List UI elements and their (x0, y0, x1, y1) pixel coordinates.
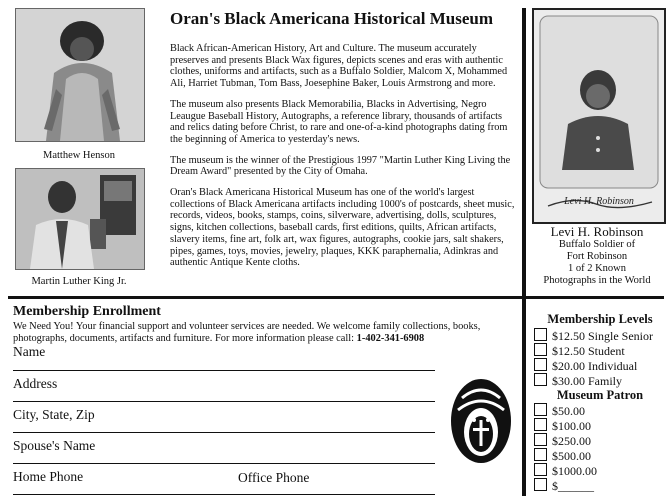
museum-patron (534, 388, 666, 493)
mask-icon (448, 376, 514, 466)
checkbox[interactable] (534, 433, 547, 446)
level-option-student[interactable] (534, 343, 666, 358)
membership-phone: 1-402-341-6908 (356, 333, 425, 344)
level-label: $20.00 Individual (552, 359, 638, 373)
matthew-henson-photo (15, 8, 145, 142)
museum-description (170, 43, 515, 269)
martin-luther-king-caption: Martin Luther King Jr. (31, 276, 127, 287)
robinson-caption (527, 224, 667, 287)
level-label: $12.50 Student (552, 344, 625, 358)
office-phone-label: Office Phone (238, 470, 310, 485)
adinkra-mask-emblem (448, 376, 514, 466)
robinson-line-3: Fort Robinson (566, 251, 628, 262)
martin-luther-king-photo (15, 168, 145, 270)
checkbox[interactable] (534, 373, 547, 386)
level-option-individual[interactable] (534, 358, 666, 373)
spouse-name-label: Spouse's Name (13, 438, 96, 453)
phone-input-line[interactable] (13, 494, 435, 495)
robinson-name: Levi H. Robinson (550, 224, 644, 239)
paragraph-collections: Oran's Black Americana Historical Museum has one of the world's largest collections of Black Americana artifacts including 1000's of postcards, sheet music, records, videos, books, stamps, coins, silverware, advertising, dolls, sculptures, signs, kitchen collections, baseball cards, first editions, quilts, African artifacts, slavery items, fine art, folk art, wax figures, autographs, cookie jars, salt shakers, pipes, games, toys, movies, jewelry, plaques, KKK paraphernalia, Adinkras and authentic Antique Kente cloths. (170, 187, 515, 269)
patron-option-250[interactable] (534, 433, 666, 448)
patron-label: $50.00 (552, 404, 585, 418)
checkbox[interactable] (534, 463, 547, 476)
patron-label: $250.00 (552, 434, 591, 448)
checkbox[interactable] (534, 418, 547, 431)
home-phone-label: Home Phone (13, 469, 84, 484)
patron-label: $500.00 (552, 449, 591, 463)
patron-label: $______ (552, 479, 594, 493)
address-input-line[interactable] (13, 401, 435, 402)
name-label: Name (13, 344, 46, 359)
spouse-name-input-line[interactable] (13, 463, 435, 464)
museum-title: Oran's Black Americana Historical Museum (170, 9, 493, 28)
membership-intro (13, 321, 513, 345)
robinson-line-2: Buffalo Soldier of (558, 239, 636, 250)
horizontal-divider (8, 296, 664, 299)
matthew-henson-caption: Matthew Henson (42, 150, 116, 161)
checkbox[interactable] (534, 343, 547, 356)
martin-luther-king-image (16, 169, 144, 269)
patron-option-50[interactable] (534, 403, 666, 418)
levi-robinson-image (534, 10, 664, 222)
patron-option-100[interactable] (534, 418, 666, 433)
museum-patron-heading: Museum Patron (556, 388, 644, 402)
patron-label: $1000.00 (552, 464, 597, 478)
robinson-signature: Levi H. Robinson (564, 196, 634, 207)
patron-option-custom[interactable] (534, 478, 666, 493)
membership-levels (534, 312, 666, 388)
paragraph-history: Black African-American History, Art and Culture. The museum accurately preserves and presents Black Wax figures, depicts scenes and eras with authentic clothes, uniforms and artifacts, such as a Buffalo Soldier, Malcom X, Mohammed Ali, Harriet Tubman, Tom Bass, Joesephine Baker, Louis Armstrong and more. (170, 43, 508, 90)
name-input-line[interactable] (13, 370, 435, 371)
robinson-line-5: Photographs in the World (543, 275, 651, 286)
patron-option-1000[interactable] (534, 463, 666, 478)
paragraph-award: The museum is the winner of the Prestigious 1997 "Martin Luther King Living the Dream Award" presented by the City of Omaha. (170, 154, 511, 178)
level-label: $30.00 Family (552, 374, 623, 388)
patron-label: $100.00 (552, 419, 591, 433)
checkbox[interactable] (534, 403, 547, 416)
robinson-line-4: 1 of 2 Known (567, 263, 627, 274)
level-option-family[interactable] (534, 373, 666, 388)
membership-levels-heading: Membership Levels (547, 312, 653, 326)
membership-heading: Membership Enrollment (13, 304, 161, 319)
vertical-divider (522, 8, 526, 496)
checkbox[interactable] (534, 478, 547, 491)
checkbox[interactable] (534, 448, 547, 461)
city-state-zip-label: City, State, Zip (13, 407, 95, 422)
membership-intro-text: We Need You! Your financial support and volunteer services are needed. We welcome family collections, books, photographs, documents, artifacts and furniture. For more information please call: (13, 321, 481, 344)
checkbox[interactable] (534, 358, 547, 371)
levi-robinson-photo (532, 8, 666, 224)
address-label: Address (13, 376, 58, 391)
matthew-henson-image (16, 9, 144, 141)
city-state-zip-input-line[interactable] (13, 432, 435, 433)
paragraph-memorabilia: The museum also presents Black Memorabilia, Blacks in Advertising, Negro Leaugue Baseball History, Autographs, a reference library, thousands of artifacts and relics dating before Christ, to rare and one-of-a-kind photographs dating from the beginning of America to yesterday's news. (170, 98, 508, 145)
level-option-single-senior[interactable] (534, 328, 666, 343)
patron-option-500[interactable] (534, 448, 666, 463)
checkbox[interactable] (534, 328, 547, 341)
level-label: $12.50 Single Senior (552, 329, 653, 343)
